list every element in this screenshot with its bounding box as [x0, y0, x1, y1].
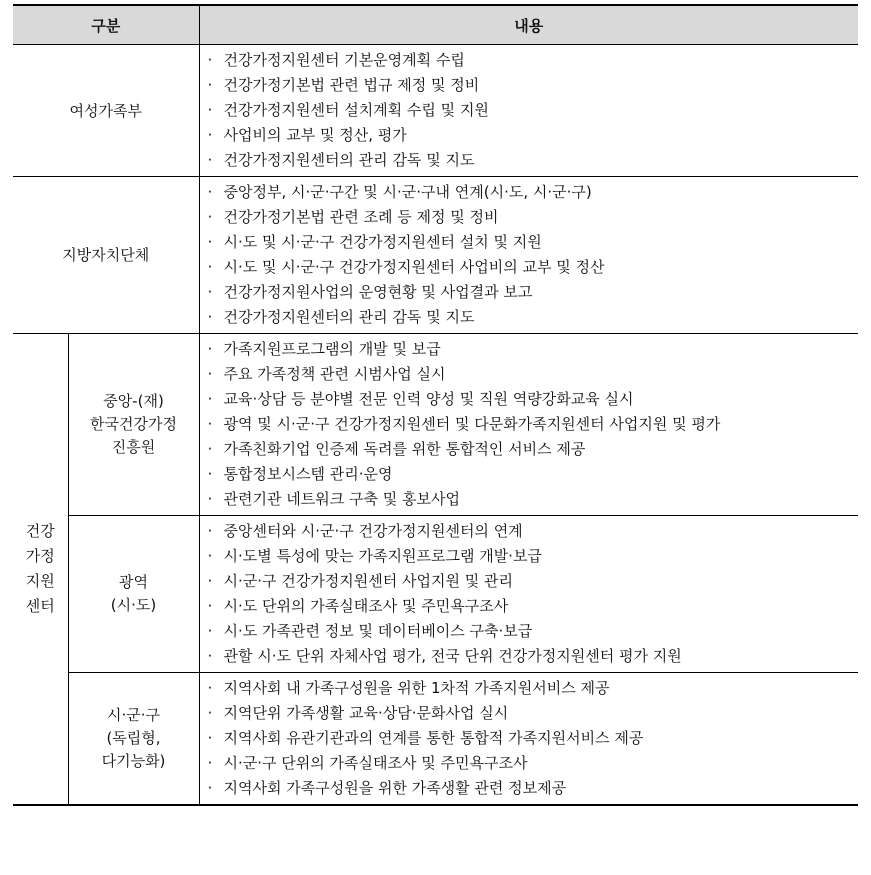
category-local-government: 지방자치단체: [13, 177, 199, 334]
content-list: [199, 177, 858, 334]
label-line: 가정: [25, 547, 55, 565]
list-item: [208, 751, 859, 776]
subcategory-central: [68, 334, 199, 516]
list-item: [208, 205, 859, 230]
list-item-text: 교육·상담 등 분야별 전문 인력 양성 및 직원 역량강화교육 실시: [223, 390, 634, 408]
list-item-text: 건강가정지원센터의 관리 감독 및 지도: [223, 308, 475, 326]
list-item-text: 가족지원프로그램의 개발 및 보급: [223, 340, 441, 358]
content-list: [199, 334, 858, 516]
bullet-dot: ·: [207, 126, 213, 144]
bullet-dot: ·: [207, 779, 213, 797]
list-item-text: 가족친화기업 인증제 독려를 위한 통합적인 서비스 제공: [223, 440, 586, 458]
list-item: [208, 487, 859, 512]
list-item: [208, 305, 859, 330]
bullet-dot: ·: [207, 597, 213, 615]
label-line: 진흥원: [111, 438, 156, 456]
list-item: [208, 362, 859, 387]
bullet-dot: ·: [207, 183, 213, 201]
bullet-dot: ·: [207, 490, 213, 508]
list-item: [208, 544, 859, 569]
bullet-dot: ·: [207, 415, 213, 433]
list-item: [208, 644, 859, 669]
list-item-text: 중앙센터와 시·군·구 건강가정지원센터의 연계: [223, 522, 523, 540]
bullet-dot: ·: [207, 208, 213, 226]
bullet-dot: ·: [207, 340, 213, 358]
header-content: 내용: [199, 5, 858, 45]
list-item-text: 시·군·구 단위의 가족실태조사 및 주민욕구조사: [223, 754, 528, 772]
list-item-text: 시·도 및 시·군·구 건강가정지원센터 설치 및 지원: [223, 233, 542, 251]
list-item: [208, 676, 859, 701]
list-item: [208, 73, 859, 98]
bullet-dot: ·: [207, 465, 213, 483]
label-line: 건강: [25, 522, 55, 540]
list-item-text: 광역 및 시·군·구 건강가정지원센터 및 다문화가족지원센터 사업지원 및 평가: [223, 415, 721, 433]
label-line: 시·군·구: [107, 706, 161, 724]
list-item-text: 건강가정지원센터 설치계획 수립 및 지원: [223, 101, 489, 119]
list-item-text: 주요 가족정책 관련 시범사업 실시: [223, 365, 446, 383]
row-local-government: [13, 177, 858, 334]
list-item: [208, 726, 859, 751]
bullet-dot: ·: [207, 308, 213, 326]
list-item: [208, 148, 859, 173]
list-item-text: 관련기관 네트워크 구축 및 홍보사업: [223, 490, 460, 508]
label-line: (독립형,: [106, 729, 161, 747]
content-list: [199, 516, 858, 673]
list-item: [208, 48, 859, 73]
label-line: (시·도): [110, 596, 157, 614]
bullet-dot: ·: [207, 704, 213, 722]
list-item: [208, 255, 859, 280]
label-line: 중앙-(재): [103, 392, 164, 410]
category-women-family: 여성가족부: [13, 45, 199, 177]
bullet-dot: ·: [207, 729, 213, 747]
bullet-dot: ·: [207, 365, 213, 383]
label-line: 한국건강가정: [90, 415, 177, 433]
list-item-text: 시·도별 특성에 맞는 가족지원프로그램 개발·보급: [223, 547, 542, 565]
header-row: [13, 5, 858, 45]
list-item: [208, 437, 859, 462]
list-item-text: 사업비의 교부 및 정산, 평가: [223, 126, 407, 144]
row-center-local: [13, 673, 858, 806]
list-item-text: 시·군·구 건강가정지원센터 사업지원 및 관리: [223, 572, 513, 590]
list-item-text: 지역사회 가족구성원을 위한 가족생활 관련 정보제공: [223, 779, 567, 797]
list-item-text: 건강가정지원센터의 관리 감독 및 지도: [223, 151, 475, 169]
list-item: [208, 569, 859, 594]
row-center-central: [13, 334, 858, 516]
content-list: [199, 45, 858, 177]
label-line: 지원: [25, 572, 55, 590]
list-item: [208, 412, 859, 437]
bullet-dot: ·: [207, 622, 213, 640]
list-item-text: 지역단위 가족생활 교육·상담·문화사업 실시: [223, 704, 509, 722]
bullet-dot: ·: [207, 151, 213, 169]
list-item-text: 지역사회 내 가족구성원을 위한 1차적 가족지원서비스 제공: [223, 679, 610, 697]
bullet-dot: ·: [207, 547, 213, 565]
list-item-text: 시·도 및 시·군·구 건강가정지원센터 사업비의 교부 및 정산: [223, 258, 605, 276]
row-women-family: [13, 45, 858, 177]
row-center-regional: [13, 516, 858, 673]
bullet-dot: ·: [207, 572, 213, 590]
list-item-text: 시·도 단위의 가족실태조사 및 주민욕구조사: [223, 597, 509, 615]
list-item: [208, 519, 859, 544]
list-item: [208, 594, 859, 619]
responsibility-table: [13, 4, 858, 806]
list-item: [208, 387, 859, 412]
bullet-dot: ·: [207, 522, 213, 540]
list-item: [208, 776, 859, 801]
list-item-text: 건강가정지원사업의 운영현황 및 사업결과 보고: [223, 283, 533, 301]
subcategory-regional: [68, 516, 199, 673]
category-family-support-center: [13, 334, 68, 806]
list-item: [208, 230, 859, 255]
bullet-dot: ·: [207, 754, 213, 772]
list-item: [208, 619, 859, 644]
label-line: 광역: [119, 573, 148, 591]
list-item: [208, 123, 859, 148]
list-item-text: 관할 시·도 단위 자체사업 평가, 전국 단위 건강가정지원센터 평가 지원: [223, 647, 682, 665]
list-item: [208, 98, 859, 123]
bullet-dot: ·: [207, 101, 213, 119]
bullet-dot: ·: [207, 258, 213, 276]
header-category: 구분: [13, 5, 199, 45]
label-line: 다기능화): [101, 752, 166, 770]
list-item: [208, 180, 859, 205]
bullet-dot: ·: [207, 51, 213, 69]
bullet-dot: ·: [207, 233, 213, 251]
list-item-text: 건강가정기본법 관련 조례 등 제정 및 정비: [223, 208, 499, 226]
list-item-text: 건강가정기본법 관련 법규 제정 및 정비: [223, 76, 480, 94]
label-line: 센터: [25, 597, 55, 615]
bullet-dot: ·: [207, 440, 213, 458]
list-item-text: 시·도 가족관련 정보 및 데이터베이스 구축·보급: [223, 622, 533, 640]
bullet-dot: ·: [207, 390, 213, 408]
subcategory-local: [68, 673, 199, 806]
list-item-text: 건강가정지원센터 기본운영계획 수립: [223, 51, 465, 69]
list-item-text: 중앙정부, 시·군·구간 및 시·군·구내 연계(시·도, 시·군·구): [223, 183, 592, 201]
content-list: [199, 673, 858, 806]
list-item: [208, 337, 859, 362]
list-item: [208, 462, 859, 487]
list-item: [208, 701, 859, 726]
bullet-dot: ·: [207, 679, 213, 697]
bullet-dot: ·: [207, 647, 213, 665]
bullet-dot: ·: [207, 283, 213, 301]
list-item: [208, 280, 859, 305]
list-item-text: 지역사회 유관기관과의 연계를 통한 통합적 가족지원서비스 제공: [223, 729, 644, 747]
bullet-dot: ·: [207, 76, 213, 94]
list-item-text: 통합정보시스템 관리·운영: [223, 465, 393, 483]
